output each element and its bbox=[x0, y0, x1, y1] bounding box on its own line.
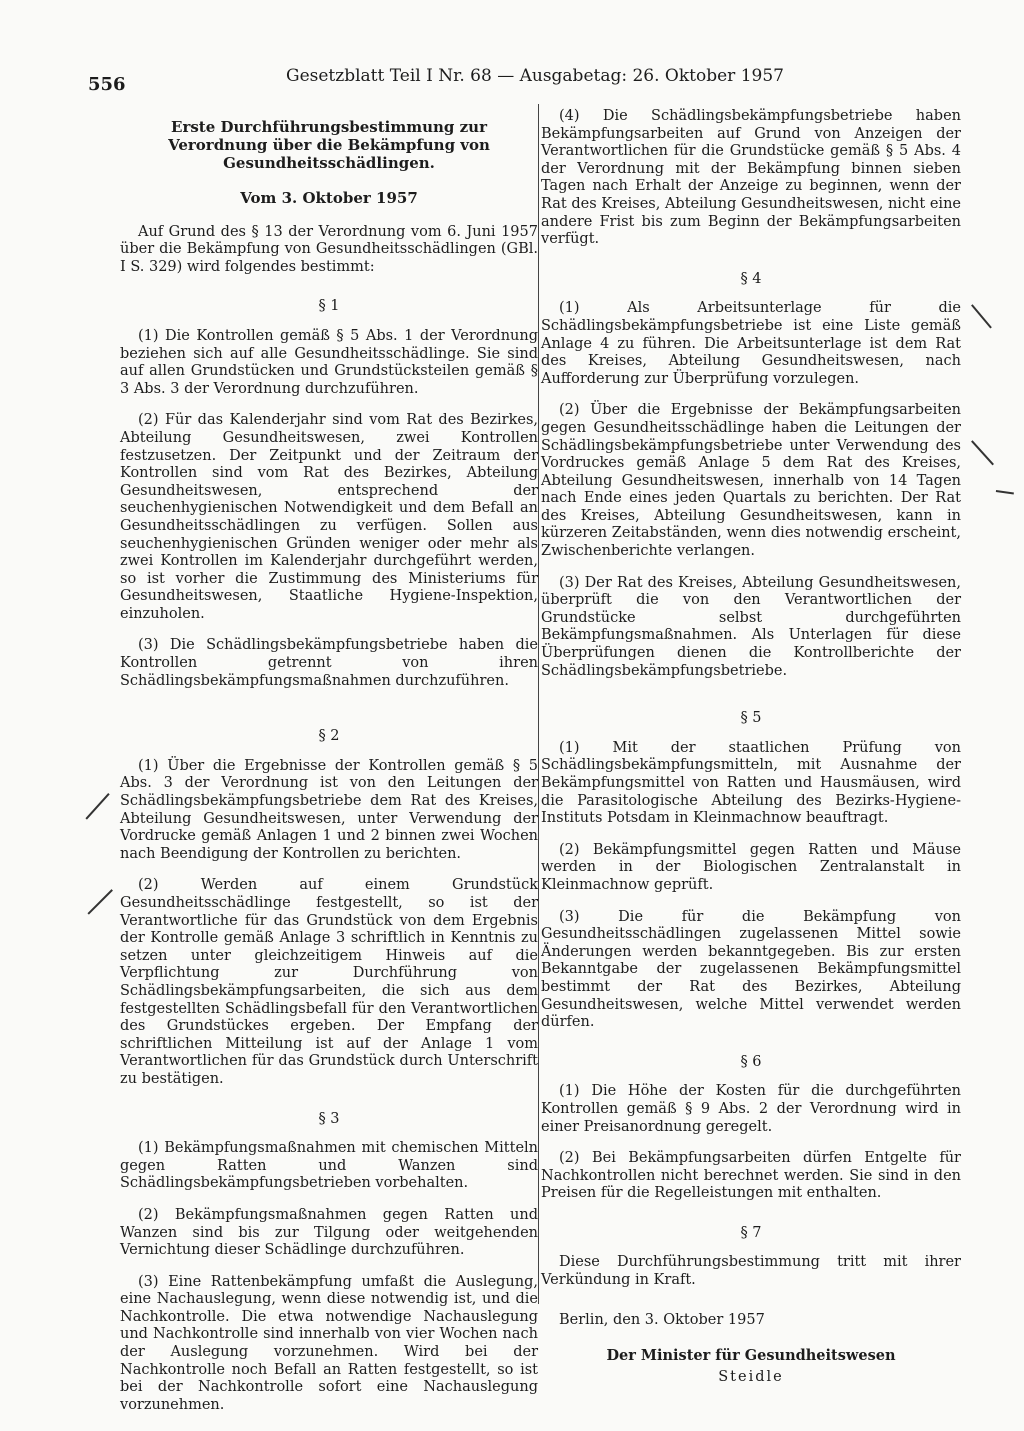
paragraph: (1) Mit der staatlichen Prüfung von Schädlingsbekämpfungsmitteln, mit Ausnahme der Bekämpfungsmittel von Ratten und Hausmäusen, wird die Parasitologische Abteilung des Bezirks-Hygiene-Instituts Potsdam in Kleinmachnow beauftragt. bbox=[541, 739, 961, 827]
paragraph: (2) Über die Ergebnisse der Bekämpfungsarbeiten gegen Gesundheitsschädlinge haben die Leitungen der Schädlingsbekämpfungsbetriebe unter Verwendung des Vordruckes gemäß Anlage 5 dem Rat des Kreises, Abteilung Gesundheitswesen, innerhalb von 14 Tagen nach Ende eines jeden Quartals zu berichten. Der Rat des Kreises, Abteilung Gesundheitswesen, kann in kürzeren Zeitabständen, wenn dies notwendig erscheint, Zwischenberichte verlangen. bbox=[541, 402, 961, 560]
section-heading: § 4 bbox=[740, 270, 762, 287]
signer-name: Steidle bbox=[718, 1368, 784, 1385]
signer-title: Der Minister für Gesundheitswesen bbox=[606, 1347, 896, 1365]
paragraph: (2) Bekämpfungsmaßnahmen gegen Ratten und Wanzen sind bis zur Tilgung oder weitgehenden Vernichtung dieser Schädlinge durchzuführen. bbox=[120, 1206, 538, 1259]
preamble: Auf Grund des § 13 der Verordnung vom 6. Juni 1957 über die Bekämpfung von Gesundheitsschädlingen (GBl. I S. 329) wird folgendes bestimmt: bbox=[120, 223, 538, 275]
margin-mark bbox=[85, 793, 109, 819]
section-heading: § 3 bbox=[318, 1110, 340, 1127]
section-heading: § 1 bbox=[318, 298, 340, 315]
paragraph: (4) Die Schädlingsbekämpfungsbetriebe haben Bekämpfungsarbeiten auf Grund von Anzeigen der Verantwortlichen für die Grundstücke gemäß § 5 Abs. 4 der Verordnung mit der Bekämpfung binnen sieben Tagen nach Erhalt der Anzeige zu beginnen, wenn der Rat des Kreises, Abteilung Gesundheitswesen, nicht eine andere Frist bis zum Beginn der Bekämpfungsarbeiten verfügt. bbox=[541, 108, 961, 248]
margin-mark bbox=[971, 440, 994, 465]
section-heading: § 7 bbox=[740, 1224, 762, 1241]
margin-mark bbox=[87, 889, 112, 914]
column-divider bbox=[538, 104, 539, 1304]
document-date: Vom 3. Oktober 1957 bbox=[240, 189, 418, 207]
paragraph: (2) Bekämpfungsmittel gegen Ratten und Mäuse werden in der Biologischen Zentralanstalt in Kleinmachnow geprüft. bbox=[541, 841, 961, 893]
document-title: Erste Durchführungsbestimmung zur Verordnung über die Bekämpfung von Gesundheitsschädlingen. bbox=[168, 118, 490, 172]
page-number: 556 bbox=[88, 74, 126, 95]
paragraph: (2) Bei Bekämpfungsarbeiten dürfen Entgelte für Nachkontrollen nicht berechnet werden. Sie sind in den Preisen für die Regelleistungen mit enthalten. bbox=[541, 1150, 961, 1202]
paragraph: (1) Die Höhe der Kosten für die durchgeführten Kontrollen gemäß § 9 Abs. 2 der Verordnung wird in einer Preisanordnung geregelt. bbox=[541, 1083, 961, 1135]
margin-mark bbox=[996, 490, 1014, 494]
section-heading: § 2 bbox=[318, 728, 340, 745]
paragraph: (2) Für das Kalenderjahr sind vom Rat des Bezirkes, Abteilung Gesundheitswesen, zwei Kontrollen festzusetzen. Der Zeitpunkt und der Zeitraum der Kontrollen sind vom Rat des Bezirkes, Abteilung Gesundheitswesen, entsprechend der seuchenhygienischen Notwendigkeit und dem Befall an Gesundheitsschädlingen zu verfügen. Sollen aus seuchenhygienischen Gründen weniger oder mehr als zwei Kontrollen im Kalenderjahr durchgeführt werden, so ist vorher die Zustimmung des Ministeriums für Gesundheitswesen, Staatliche Hygiene-Inspektion, einzuholen. bbox=[120, 412, 538, 622]
paragraph: (3) Die für die Bekämpfung von Gesundheitsschädlingen zugelassenen Mittel sowie Änderungen werden bekanntgegeben. Bis zur ersten Bekanntgabe der zugelassenen Bekämpfungsmittel bestimmt der Rat des Bezirkes, Abteilung Gesundheitswesen, welche Mittel verwendet werden dürfen. bbox=[541, 908, 961, 1031]
right-column bbox=[541, 108, 961, 1386]
paragraph: (3) Die Schädlingsbekämpfungsbetriebe haben die Kontrollen getrennt von ihren Schädlingsbekämpfungsmaßnahmen durchzuführen. bbox=[120, 637, 538, 689]
paragraph: (3) Der Rat des Kreises, Abteilung Gesundheitswesen, überprüft die von den Verantwortlichen der Grundstücke selbst durchgeführten Bekämpfungsmaßnahmen. Als Unterlagen für diese Überprüfungen dienen die Kontrollberichte der Schädlingsbekämpfungsbetriebe. bbox=[541, 574, 961, 679]
paragraph: (1) Die Kontrollen gemäß § 5 Abs. 1 der Verordnung beziehen sich auf alle Gesundheitsschädlinge. Sie sind auf allen Grundstücken und Grundstücksteilen gemäß § 3 Abs. 3 der Verordnung durchzuführen. bbox=[120, 327, 538, 397]
paragraph: (2) Werden auf einem Grundstück Gesundheitsschädlinge festgestellt, so ist der Verantwortliche für das Grundstück von dem Ergebnis der Kontrolle gemäß Anlage 3 schriftlich in Kenntnis zu setzen unter gleichzeitigem Hinweis auf die Verpflichtung zur Durchführung von Schädlingsbekämpfungsarbeiten, die sich aus dem festgestellten Schädlingsbefall für den Verantwortlichen des Grundstückes ergeben. Der Empfang der schriftlichen Mitteilung ist auf der Anlage 1 vom Verantwortlichen für das Grundstück durch Unterschrift zu bestätigen. bbox=[120, 877, 538, 1087]
margin-mark bbox=[971, 304, 991, 328]
place-and-date: Berlin, den 3. Oktober 1957 bbox=[559, 1311, 765, 1328]
section-heading: § 5 bbox=[740, 710, 762, 727]
paragraph: (1) Bekämpfungsmaßnahmen mit chemischen Mitteln gegen Ratten und Wanzen sind Schädlingsbekämpfungsbetrieben vorbehalten. bbox=[120, 1140, 538, 1192]
paragraph: (1) Als Arbeitsunterlage für die Schädlingsbekämpfungsbetriebe ist eine Liste gemäß Anlage 4 zu führen. Die Arbeitsunterlage ist dem Rat des Kreises, Abteilung Gesundheitswesen, nach Aufforderung zur Überprüfung vorzulegen. bbox=[541, 300, 961, 387]
running-title: Gesetzblatt Teil I Nr. 68 — Ausgabetag: 26. Oktober 1957 bbox=[286, 66, 784, 86]
paragraph: (1) Über die Ergebnisse der Kontrollen gemäß § 5 Abs. 3 der Verordnung ist von den Leitungen der Schädlingsbekämpfungsbetriebe dem Rat des Kreises, Abteilung Gesundheitswesen, unter Verwendung der Vordrucke gemäß Anlagen 1 und 2 binnen zwei Wochen nach Beendigung der Kontrollen zu berichten. bbox=[120, 757, 538, 862]
paragraph: (3) Eine Rattenbekämpfung umfaßt die Auslegung, eine Nachauslegung, wenn diese notwendig ist, und die Nachkontrolle. Die etwa notwendige Nachauslegung und Nachkontrolle sind innerhalb von vier Wochen nach der Auslegung vorzunehmen. Wird bei der Nachkontrolle noch Befall an Ratten festgestellt, so ist bei der Nachkontrolle sofort eine Nachauslegung vorzunehmen. bbox=[120, 1273, 538, 1413]
paragraph: Diese Durchführungsbestimmung tritt mit ihrer Verkündung in Kraft. bbox=[541, 1254, 961, 1289]
left-column bbox=[120, 108, 538, 1428]
section-heading: § 6 bbox=[740, 1053, 762, 1070]
